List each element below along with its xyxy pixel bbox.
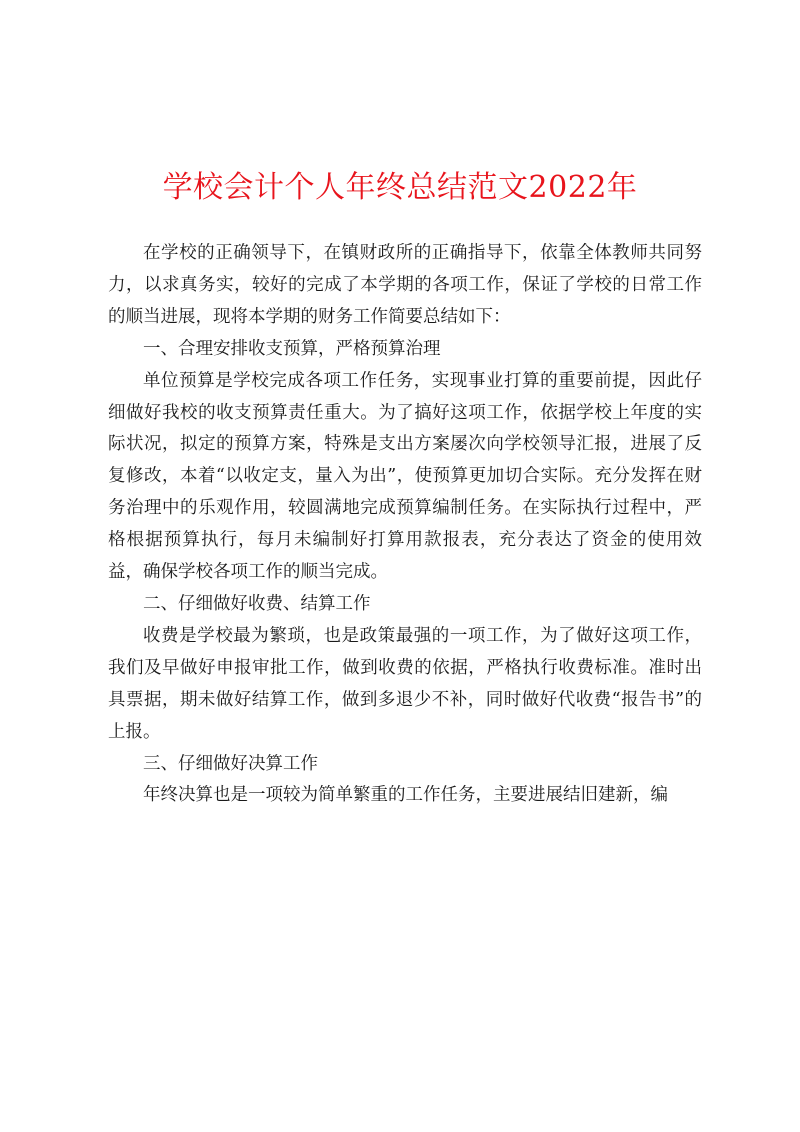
intro-paragraph: 在学校的正确领导下，在镇财政所的正确指导下，依靠全体教师共同努力，以求真务实，较好的完成了本学期的各项工作，保证了学校的日常工作的顺当进展，现将本学期的财务工作简要总结如下：: [108, 243, 702, 327]
section-3-paragraph: 年终决算也是一项较为简单繁重的工作任务，主要进展结旧建新，编: [143, 785, 668, 806]
section-heading-3: 三、仔细做好决算工作: [143, 753, 318, 774]
section-2-paragraph: 收费是学校最为繁琐，也是政策最强的一项工作，为了做好这项工作，我们及早做好申报审批工作，做到收费的依据，严格执行收费标准。准时出具票据，期未做好结算工作，做到多退少不补，同时做好代收费“报告书”的上报。: [108, 625, 702, 742]
document-body: [108, 238, 702, 812]
section-1-paragraph: 单位预算是学校完成各项工作任务，实现事业打算的重要前提，因此仔细做好我校的收支预算责任重大。为了搞好这项工作，依据学校上年度的实际状况，拟定的预算方案，特殊是支出方案屡次向学校领导汇报，进展了反复修改，本着“以收定支，量入为出”，使预算更加切合实际。充分发挥在财务治理中的乐观作用，较圆满地完成预算编制任务。在实际执行过程中，严格根据预算执行，每月未编制好打算用款报表，充分表达了资金的使用效益，确保学校各项工作的顺当完成。: [108, 370, 702, 583]
section-heading-2: 二、仔细做好收费、结算工作: [143, 593, 371, 614]
section-heading-1: 一、合理安排收支预算，严格预算治理: [143, 338, 441, 359]
document-title: 学校会计个人年终总结范文2022年: [162, 170, 638, 205]
